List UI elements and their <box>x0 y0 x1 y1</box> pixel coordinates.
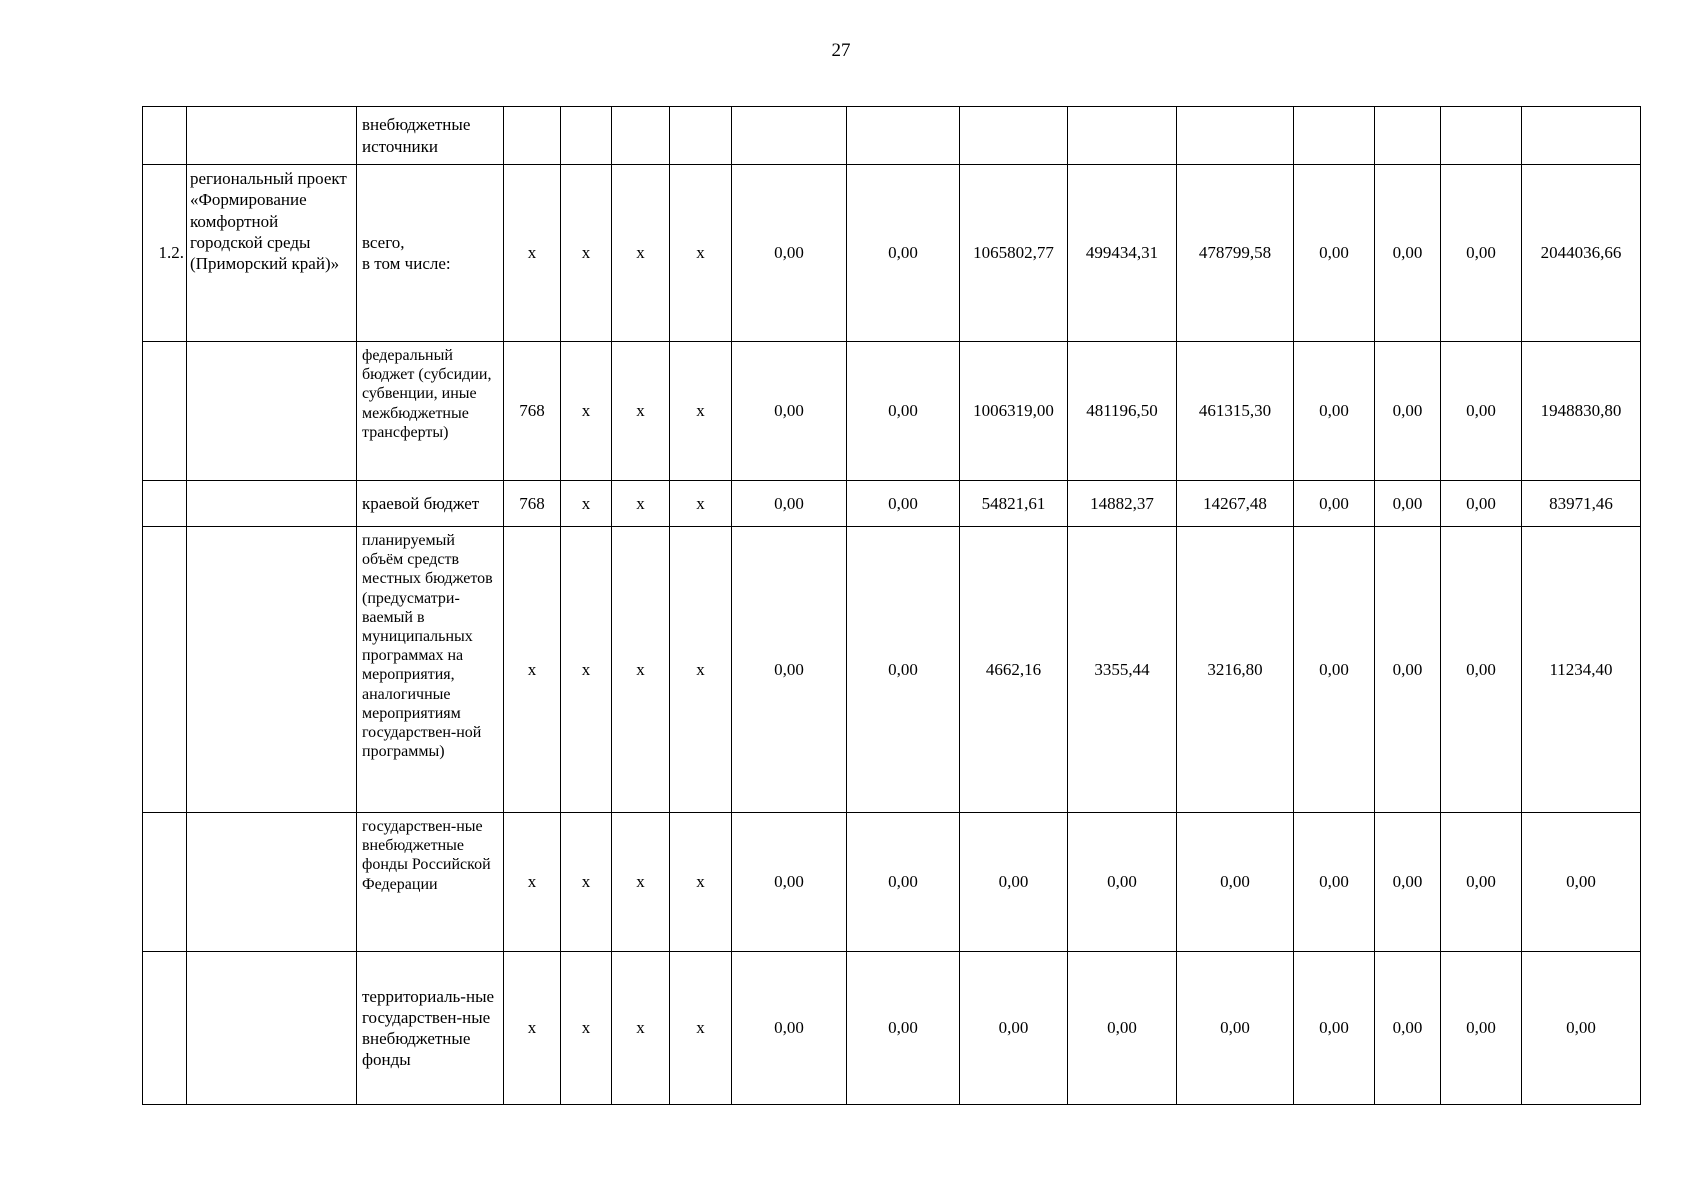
value-cell: 0,00 <box>1375 481 1441 527</box>
csr-cell: х <box>612 813 670 952</box>
total-cell: 1948830,80 <box>1522 342 1641 481</box>
table-row <box>143 952 1641 1105</box>
vr-cell: х <box>670 165 732 342</box>
csr-cell <box>612 107 670 165</box>
value-cell <box>1375 107 1441 165</box>
funding-source: федеральный бюджет (субсидии, субвенции, иные межбюджетные трансферты) <box>357 342 504 481</box>
grbs-cell: х <box>504 952 561 1105</box>
funding-source: планируемый объём средств местных бюджетов (предусматри-ваемый в муниципальных программах на мероприятия, аналогичные мероприятиям государствен-ной программы) <box>357 527 504 813</box>
row-name <box>187 342 357 481</box>
table-row <box>143 527 1641 813</box>
value-cell: 0,00 <box>1441 165 1522 342</box>
grbs-cell: х <box>504 165 561 342</box>
value-cell: 0,00 <box>1375 527 1441 813</box>
value-cell: 0,00 <box>1294 481 1375 527</box>
total-cell: 2044036,66 <box>1522 165 1641 342</box>
total-cell: 0,00 <box>1522 813 1641 952</box>
value-cell <box>960 107 1068 165</box>
value-cell: 0,00 <box>1441 527 1522 813</box>
total-cell: 11234,40 <box>1522 527 1641 813</box>
csr-cell: х <box>612 342 670 481</box>
value-cell <box>1294 107 1375 165</box>
value-cell: 0,00 <box>1294 527 1375 813</box>
value-cell: 14267,48 <box>1177 481 1294 527</box>
value-cell: 0,00 <box>732 527 847 813</box>
value-cell: 0,00 <box>960 952 1068 1105</box>
table-row <box>143 342 1641 481</box>
csr-cell: х <box>612 952 670 1105</box>
value-cell: 0,00 <box>960 813 1068 952</box>
value-cell: 0,00 <box>847 813 960 952</box>
funding-source: краевой бюджет <box>357 481 504 527</box>
value-cell: 0,00 <box>1375 952 1441 1105</box>
value-cell: 481196,50 <box>1068 342 1177 481</box>
value-cell <box>1441 107 1522 165</box>
total-cell: 83971,46 <box>1522 481 1641 527</box>
value-cell: 4662,16 <box>960 527 1068 813</box>
value-cell: 0,00 <box>732 481 847 527</box>
grbs-cell <box>504 107 561 165</box>
value-cell <box>1068 107 1177 165</box>
value-cell: 0,00 <box>1441 813 1522 952</box>
vr-cell: х <box>670 342 732 481</box>
rz-cell: х <box>561 481 612 527</box>
value-cell: 499434,31 <box>1068 165 1177 342</box>
grbs-cell: 768 <box>504 342 561 481</box>
csr-cell: х <box>612 527 670 813</box>
table-row <box>143 813 1641 952</box>
row-name <box>187 952 357 1105</box>
total-cell: 0,00 <box>1522 952 1641 1105</box>
csr-cell: х <box>612 481 670 527</box>
value-cell: 1065802,77 <box>960 165 1068 342</box>
vr-cell: х <box>670 813 732 952</box>
value-cell: 3216,80 <box>1177 527 1294 813</box>
vr-cell: х <box>670 481 732 527</box>
value-cell <box>1177 107 1294 165</box>
row-number: 1.2. <box>143 165 187 342</box>
row-name <box>187 107 357 165</box>
rz-cell: х <box>561 342 612 481</box>
table-row <box>143 165 1641 342</box>
value-cell <box>847 107 960 165</box>
row-number <box>143 481 187 527</box>
value-cell: 0,00 <box>1177 952 1294 1105</box>
row-number <box>143 952 187 1105</box>
page-number: 27 <box>831 40 851 61</box>
row-name <box>187 813 357 952</box>
value-cell: 0,00 <box>1441 342 1522 481</box>
table-row <box>143 107 1641 165</box>
value-cell: 0,00 <box>1177 813 1294 952</box>
rz-cell: х <box>561 527 612 813</box>
value-cell: 1006319,00 <box>960 342 1068 481</box>
value-cell: 461315,30 <box>1177 342 1294 481</box>
rz-cell: х <box>561 952 612 1105</box>
value-cell: 0,00 <box>1068 952 1177 1105</box>
row-name <box>187 481 357 527</box>
row-number <box>143 107 187 165</box>
row-number <box>143 527 187 813</box>
grbs-cell: х <box>504 527 561 813</box>
funding-source: внебюджетные источники <box>357 107 504 165</box>
grbs-cell: х <box>504 813 561 952</box>
value-cell: 0,00 <box>732 342 847 481</box>
value-cell: 0,00 <box>1375 813 1441 952</box>
grbs-cell: 768 <box>504 481 561 527</box>
rz-cell <box>561 107 612 165</box>
value-cell: 0,00 <box>1294 952 1375 1105</box>
value-cell <box>732 107 847 165</box>
row-number <box>143 813 187 952</box>
value-cell: 0,00 <box>732 952 847 1105</box>
value-cell: 0,00 <box>732 165 847 342</box>
value-cell: 0,00 <box>1375 342 1441 481</box>
value-cell: 3355,44 <box>1068 527 1177 813</box>
value-cell: 0,00 <box>847 342 960 481</box>
value-cell: 0,00 <box>732 813 847 952</box>
funding-source: территориаль-ные государствен-ные внебюджетные фонды <box>357 952 504 1105</box>
vr-cell <box>670 107 732 165</box>
value-cell: 0,00 <box>1068 813 1177 952</box>
value-cell: 54821,61 <box>960 481 1068 527</box>
value-cell: 0,00 <box>1294 165 1375 342</box>
row-number <box>143 342 187 481</box>
value-cell: 14882,37 <box>1068 481 1177 527</box>
total-cell <box>1522 107 1641 165</box>
row-name: региональный проект «Формирование комфортной городской среды (Приморский край)» <box>187 165 357 342</box>
value-cell: 0,00 <box>847 481 960 527</box>
rz-cell: х <box>561 813 612 952</box>
value-cell: 0,00 <box>847 527 960 813</box>
vr-cell: х <box>670 952 732 1105</box>
value-cell: 0,00 <box>1294 342 1375 481</box>
rz-cell: х <box>561 165 612 342</box>
vr-cell: х <box>670 527 732 813</box>
value-cell: 0,00 <box>1294 813 1375 952</box>
budget-table <box>142 106 1641 1105</box>
csr-cell: х <box>612 165 670 342</box>
value-cell: 0,00 <box>1375 165 1441 342</box>
value-cell: 0,00 <box>847 165 960 342</box>
table-row <box>143 481 1641 527</box>
value-cell: 0,00 <box>847 952 960 1105</box>
funding-source: всего, в том числе: <box>357 165 504 342</box>
row-name <box>187 527 357 813</box>
value-cell: 478799,58 <box>1177 165 1294 342</box>
funding-source: государствен-ные внебюджетные фонды Российской Федерации <box>357 813 504 952</box>
value-cell: 0,00 <box>1441 481 1522 527</box>
value-cell: 0,00 <box>1441 952 1522 1105</box>
